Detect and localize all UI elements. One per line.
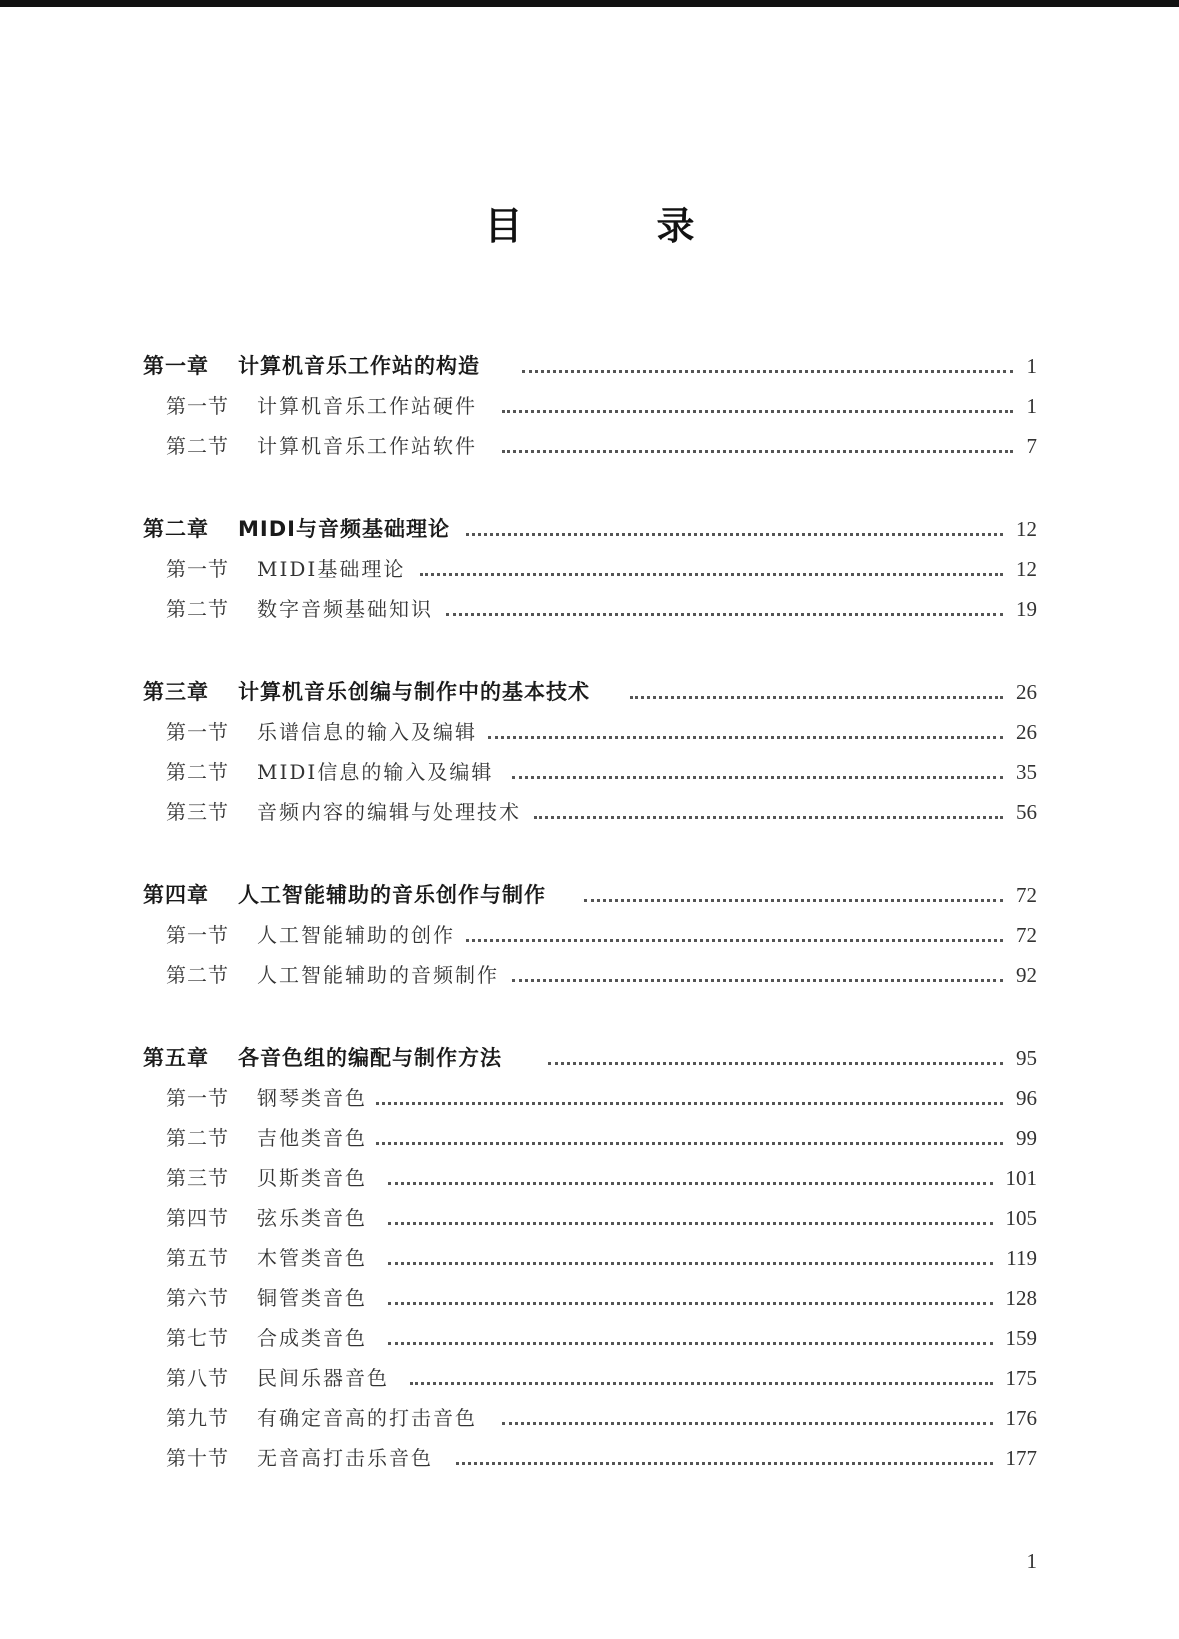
section-label: 第二节 — [166, 957, 229, 993]
section-label: 第十节 — [166, 1440, 229, 1476]
section-title: 音频内容的编辑与处理技术 — [257, 794, 521, 830]
chapter-page: 95 — [1015, 1040, 1037, 1076]
section-label: 第二节 — [166, 1120, 229, 1156]
section-label: 第三节 — [166, 794, 229, 830]
dot-leader — [488, 736, 1003, 739]
dot-leader — [388, 1222, 993, 1225]
chapter-page: 26 — [1015, 674, 1037, 710]
section-title: 贝斯类音色 — [257, 1160, 367, 1196]
section-title: 无音高打击乐音色 — [257, 1440, 433, 1476]
chapter-title: MIDI与音频基础理论 — [238, 511, 450, 547]
chapter-title: 计算机音乐创编与制作中的基本技术 — [238, 674, 590, 710]
section-page: 19 — [1015, 591, 1037, 627]
section-title: 吉他类音色 — [257, 1120, 367, 1156]
section-page: 128 — [1005, 1280, 1038, 1316]
section-page: 7 — [1026, 428, 1038, 464]
toc-section-5-4[interactable] — [0, 1200, 1179, 1236]
toc-section-5-3[interactable] — [0, 1160, 1179, 1196]
section-label: 第二节 — [166, 754, 229, 790]
toc-section-2-1[interactable] — [0, 551, 1179, 587]
dot-leader — [388, 1302, 993, 1305]
toc-chapter-4[interactable] — [0, 877, 1179, 913]
section-label: 第一节 — [166, 388, 229, 424]
toc-chapter-1[interactable] — [0, 348, 1179, 384]
toc-section-5-7[interactable] — [0, 1320, 1179, 1356]
section-title: 人工智能辅助的创作 — [257, 917, 455, 953]
toc-chapter-3[interactable] — [0, 674, 1179, 710]
section-label: 第五节 — [166, 1240, 229, 1276]
section-title: 合成类音色 — [257, 1320, 367, 1356]
section-page: 12 — [1015, 551, 1037, 587]
section-label: 第一节 — [166, 917, 229, 953]
section-page: 177 — [1005, 1440, 1038, 1476]
chapter-title: 各音色组的编配与制作方法 — [238, 1040, 502, 1076]
dot-leader — [376, 1102, 1003, 1105]
section-label: 第四节 — [166, 1200, 229, 1236]
section-title: MIDI信息的输入及编辑 — [257, 754, 493, 790]
section-title: 有确定音高的打击音色 — [257, 1400, 477, 1436]
section-page: 56 — [1015, 794, 1037, 830]
section-title: 计算机音乐工作站软件 — [257, 428, 477, 464]
chapter-title: 计算机音乐工作站的构造 — [238, 348, 480, 384]
dot-leader — [456, 1462, 993, 1465]
section-page: 92 — [1015, 957, 1037, 993]
section-title: 数字音频基础知识 — [257, 591, 433, 627]
dot-leader — [502, 410, 1013, 413]
section-label: 第六节 — [166, 1280, 229, 1316]
section-label: 第九节 — [166, 1400, 229, 1436]
section-page: 72 — [1015, 917, 1037, 953]
section-title: MIDI基础理论 — [257, 551, 405, 587]
section-label: 第一节 — [166, 714, 229, 750]
section-page: 1 — [1026, 388, 1038, 424]
dot-leader — [522, 370, 1013, 373]
section-title: 乐谱信息的输入及编辑 — [257, 714, 477, 750]
section-page: 105 — [1005, 1200, 1038, 1236]
toc-section-2-2[interactable] — [0, 591, 1179, 627]
section-title: 弦乐类音色 — [257, 1200, 367, 1236]
toc-section-3-1[interactable] — [0, 714, 1179, 750]
chapter-label: 第一章 — [143, 348, 209, 384]
section-title: 木管类音色 — [257, 1240, 367, 1276]
toc-section-4-2[interactable] — [0, 957, 1179, 993]
toc-section-5-9[interactable] — [0, 1400, 1179, 1436]
dot-leader — [388, 1182, 993, 1185]
section-page: 26 — [1015, 714, 1037, 750]
section-label: 第一节 — [166, 1080, 229, 1116]
section-title: 钢琴类音色 — [257, 1080, 367, 1116]
dot-leader — [420, 573, 1003, 576]
dot-leader — [466, 533, 1003, 536]
chapter-label: 第四章 — [143, 877, 209, 913]
section-page: 176 — [1005, 1400, 1038, 1436]
toc-chapter-5[interactable] — [0, 1040, 1179, 1076]
section-title: 民间乐器音色 — [257, 1360, 389, 1396]
chapter-label: 第三章 — [143, 674, 209, 710]
chapter-page: 1 — [1026, 348, 1038, 384]
section-page: 99 — [1015, 1120, 1037, 1156]
section-page: 175 — [1005, 1360, 1038, 1396]
toc-section-5-1[interactable] — [0, 1080, 1179, 1116]
toc-section-4-1[interactable] — [0, 917, 1179, 953]
section-label: 第二节 — [166, 428, 229, 464]
toc-section-5-6[interactable] — [0, 1280, 1179, 1316]
toc-section-1-1[interactable] — [0, 388, 1179, 424]
chapter-label: 第二章 — [143, 511, 209, 547]
section-title: 铜管类音色 — [257, 1280, 367, 1316]
dot-leader — [534, 816, 1003, 819]
chapter-page: 12 — [1015, 511, 1037, 547]
toc-chapter-2[interactable] — [0, 511, 1179, 547]
toc-section-1-2[interactable] — [0, 428, 1179, 464]
toc-section-3-3[interactable] — [0, 794, 1179, 830]
dot-leader — [502, 1422, 993, 1425]
dot-leader — [512, 979, 1003, 982]
section-label: 第一节 — [166, 551, 229, 587]
chapter-label: 第五章 — [143, 1040, 209, 1076]
toc-section-5-8[interactable] — [0, 1360, 1179, 1396]
dot-leader — [584, 899, 1003, 902]
chapter-page: 72 — [1015, 877, 1037, 913]
toc-section-5-5[interactable] — [0, 1240, 1179, 1276]
toc-section-3-2[interactable] — [0, 754, 1179, 790]
toc-section-5-10[interactable] — [0, 1440, 1179, 1476]
section-label: 第七节 — [166, 1320, 229, 1356]
section-label: 第八节 — [166, 1360, 229, 1396]
section-page: 101 — [1005, 1160, 1038, 1196]
section-label: 第三节 — [166, 1160, 229, 1196]
dot-leader — [466, 939, 1003, 942]
dot-leader — [388, 1262, 993, 1265]
chapter-title: 人工智能辅助的音乐创作与制作 — [238, 877, 546, 913]
section-page: 119 — [1005, 1240, 1037, 1276]
section-page: 159 — [1005, 1320, 1038, 1356]
section-page: 96 — [1015, 1080, 1037, 1116]
dot-leader — [502, 450, 1013, 453]
dot-leader — [512, 776, 1003, 779]
dot-leader — [446, 613, 1003, 616]
dot-leader — [376, 1142, 1003, 1145]
dot-leader — [388, 1342, 993, 1345]
page-title: 目 录 — [484, 204, 743, 248]
dot-leader — [410, 1382, 993, 1385]
toc-section-5-2[interactable] — [0, 1120, 1179, 1156]
dot-leader — [548, 1062, 1003, 1065]
section-title: 人工智能辅助的音频制作 — [257, 957, 499, 993]
section-label: 第二节 — [166, 591, 229, 627]
page-number: 1 — [1026, 1549, 1037, 1573]
section-title: 计算机音乐工作站硬件 — [257, 388, 477, 424]
section-page: 35 — [1015, 754, 1037, 790]
dot-leader — [630, 696, 1003, 699]
top-edge-bar — [0, 0, 1179, 7]
